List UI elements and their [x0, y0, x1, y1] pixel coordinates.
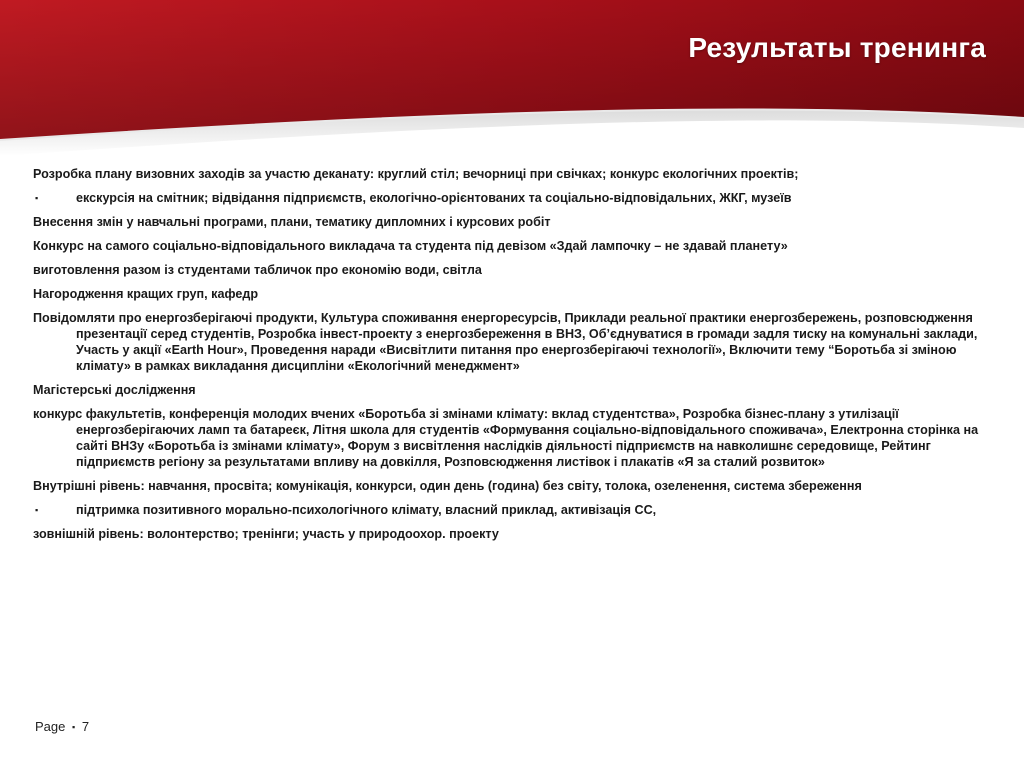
paragraph-item: Розробка плану визовних заходів за участю деканату: круглий стіл; вечорниці при свічках; конкурс екологічних проектів;	[33, 167, 799, 181]
header-swoosh-graphic	[0, 0, 1024, 160]
page-number: 7	[81, 719, 90, 734]
paragraph-item: виготовлення разом із студентами табличок про економію води, світла	[33, 263, 482, 277]
paragraph-item: конкурс факультетів, конференція молодих вчених «Боротьба зі змінами клімату: вклад студентства», Розробка бізнес-плану з утилізації енергозберігаючих ламп та батареєк, Літня школа для студентів «Формування соціально-відповідального споживача», Електронна сторінка на сайті ВНЗу «Боротьба із змінами клімату», Форум з висвітлення наслідків діяльності підприємств на навколишнє середовище, Рейтинг підприємств регіону за результатами впливу на довкілля, Розповсюдження листівок і плакатів «Я за сталий розвиток»	[33, 407, 979, 469]
bullet-item-text: екскурсія на смітник; відвідання підприємств, екологічно-орієнтованих та соціально-відповідальних, ЖКГ, музеїв	[76, 191, 792, 205]
bullet-icon: ▪	[35, 505, 39, 515]
paragraph-item: Конкурс на самого соціально-відповідального викладача та студента під девізом «Здай лампочку – не здавай планету»	[33, 239, 788, 253]
bullet-icon: ▪	[35, 193, 39, 203]
bullet-item	[33, 502, 983, 518]
bullet-item	[33, 190, 983, 206]
content-list	[33, 166, 983, 550]
bullet-item-text: підтримка позитивного морально-психологічного клімату, власний приклад, активізація СС,	[76, 503, 657, 517]
paragraph-item: Внесення змін у навчальні програми, плани, тематику дипломних і курсових робіт	[33, 215, 551, 229]
slide-title: Результаты тренинга	[688, 32, 986, 63]
paragraph-item: Нагородження кращих груп, кафедр	[33, 287, 259, 301]
paragraph-item: Внутрішні рівень: навчання, просвіта; комунікація, конкурси, один день (година) без світу, толока, озеленення, система збереження	[33, 479, 862, 493]
paragraph-item: Магістерські дослідження	[33, 383, 196, 397]
paragraph-item: зовнішній рівень: волонтерство; тренінги; участь у природоохор. проекту	[33, 527, 499, 541]
paragraph-item: Повідомляти про енергозберігаючі продукти, Культура споживання енергоресурсів, Приклади реальної практики енергозбережень, розповсюдження презентації серед студентів, Розробка інвест-проекту з енергозбереження в ВНЗ, Об’єднуватися в громади задля тиску на комунальні заклади, Участь у акції «Earth Hour», Проведення наради «Висвітлити питання про енергозберігаючі технології», Включити тему “Боротьба зі зміною клімату» в рамках викладання дисципліни «Екологічний менеджмент»	[33, 311, 978, 373]
page-footer	[35, 719, 89, 734]
header-banner	[0, 0, 1024, 160]
page-separator: ▪	[72, 722, 76, 732]
page-label: Page	[35, 719, 66, 734]
